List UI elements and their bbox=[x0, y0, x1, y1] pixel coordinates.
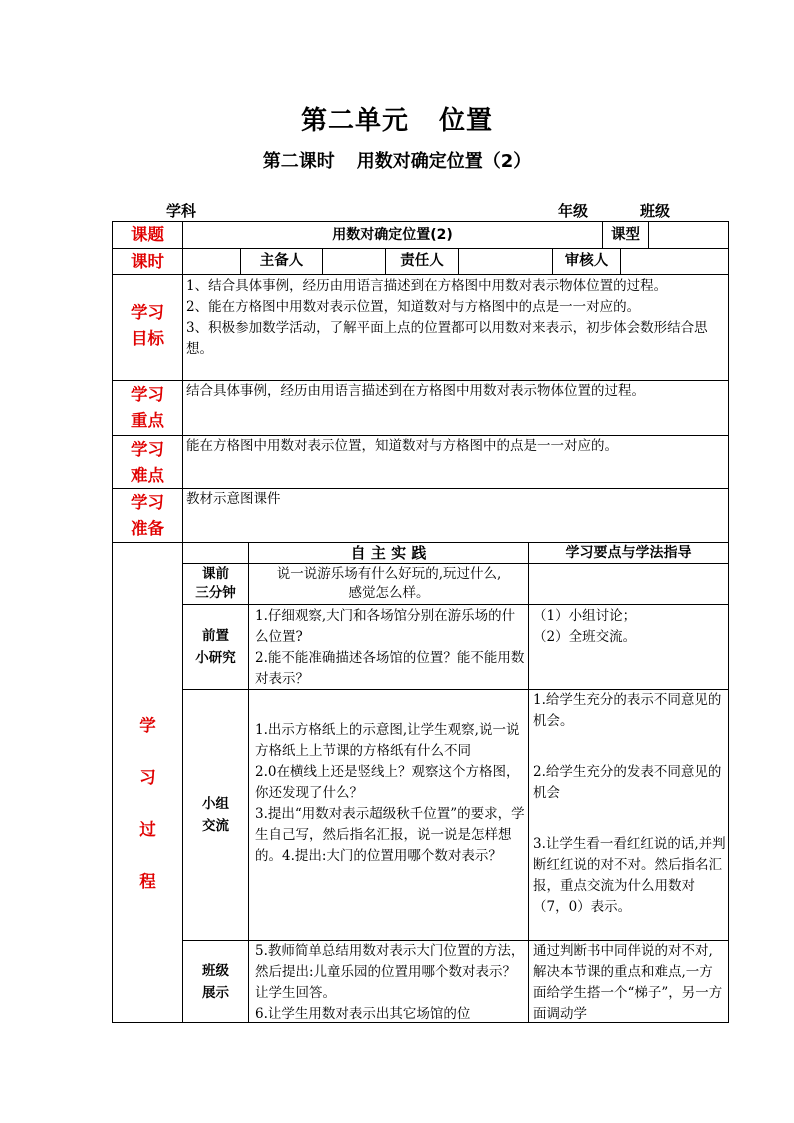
key-points-text: 结合具体事例，经历由用语言描述到在方格图中用数对表示物体位置的过程。 bbox=[186, 383, 645, 399]
difficulties-text: 能在方格图中用数对表示位置，知道数对与方格图中的点是一一对应的。 bbox=[186, 438, 618, 454]
page-subtitle: 第二课时 用数对确定位置（2） bbox=[262, 151, 532, 172]
preparer-label: 主备人 bbox=[259, 253, 304, 269]
goals-label: 学习 目标 bbox=[131, 303, 164, 348]
practice-text: 1.出示方格纸上的示意图,让学生观察,说一说方格纸上上节课的方格纸有什么不同 2.0在横线上还是竖线上？观察这个方格图，你还发现了什么？ 3.提出“用数对表示超级秋千位置”的要求，学生自己写，然后指名汇报，说一说是怎样想的。4.提出:大门的位置用哪个数对表示？ bbox=[255, 722, 525, 864]
practice-text: 5.教师简单总结用数对表示大门位置的方法，然后提出:儿童乐园的位置用哪个数对表示？让学生回答。 6.让学生用数对表示出其它场馆的位 bbox=[255, 943, 525, 1022]
topic-value: 用数对确定位置(2) bbox=[332, 227, 453, 243]
class-label: 班级 bbox=[640, 202, 671, 220]
practice-text: 说一说游乐场有什么好玩的,玩过什么, 感觉怎么样。 bbox=[276, 566, 502, 601]
goal-item: 3、积极参加数学活动，了解平面上点的位置都可以用数对来表示，初步体会数形结合思想。 bbox=[186, 320, 708, 357]
reviewer-value[interactable] bbox=[621, 249, 728, 274]
grade-label: 年级 bbox=[558, 202, 589, 220]
period-label: 课时 bbox=[131, 252, 164, 271]
process-label: 学 习 过 程 bbox=[139, 716, 156, 891]
stage-label: 课前 三分钟 bbox=[195, 566, 236, 601]
goal-item: 2、能在方格图中用数对表示位置，知道数对与方格图中的点是一一对应的。 bbox=[186, 299, 641, 315]
stage-label: 班级 展示 bbox=[202, 963, 229, 1001]
preparation-label: 学习 准备 bbox=[131, 493, 164, 538]
guide-header: 学习要点与学法指导 bbox=[565, 545, 692, 561]
responsible-label: 责任人 bbox=[400, 253, 444, 269]
subject-label: 学科 bbox=[166, 202, 197, 220]
responsible-value[interactable] bbox=[459, 249, 552, 274]
preparer-value[interactable] bbox=[323, 249, 385, 274]
lesson-type-label: 课型 bbox=[611, 227, 640, 243]
difficulties-label: 学习 难点 bbox=[131, 440, 164, 485]
period-value[interactable] bbox=[183, 249, 240, 274]
practice-header: 自 主 实 践 bbox=[350, 544, 427, 562]
goals-text bbox=[186, 276, 726, 380]
guide-text: 1.给学生充分的表示不同意见的机会。 2.给学生充分的发表不同意见的机会 3.让学生看一看红红说的话,并判断红红说的对不对。然后指名汇报，重点交流为什么用数对（7，0）表示。 bbox=[533, 692, 726, 915]
practice-text: 1.仔细观察,大门和各场馆分别在游乐场的什么位置? 2.能不能准确描述各场馆的位置？能不能用数对表示？ bbox=[255, 608, 525, 687]
goal-item: 1、结合具体事例，经历由用语言描述到在方格图中用数对表示物体位置的过程。 bbox=[186, 278, 668, 294]
lesson-type-value[interactable] bbox=[649, 222, 728, 248]
guide-text: 通过判断书中同伴说的对不对,解决本节课的重点和难点,一方面给学生搭一个“梯子”，另一方面调动学 bbox=[533, 943, 723, 1022]
page-title: 第二单元 位置 bbox=[300, 106, 494, 136]
stage-label: 前置 小研究 bbox=[195, 628, 236, 666]
reviewer-label: 审核人 bbox=[564, 253, 609, 269]
preparation-text: 教材示意图课件 bbox=[186, 491, 281, 507]
guide-text: （1）小组讨论； （2）全班交流。 bbox=[533, 608, 637, 645]
topic-label: 课题 bbox=[131, 225, 164, 244]
stage-label: 小组 交流 bbox=[202, 796, 229, 834]
key-points-label: 学习 重点 bbox=[131, 385, 164, 430]
